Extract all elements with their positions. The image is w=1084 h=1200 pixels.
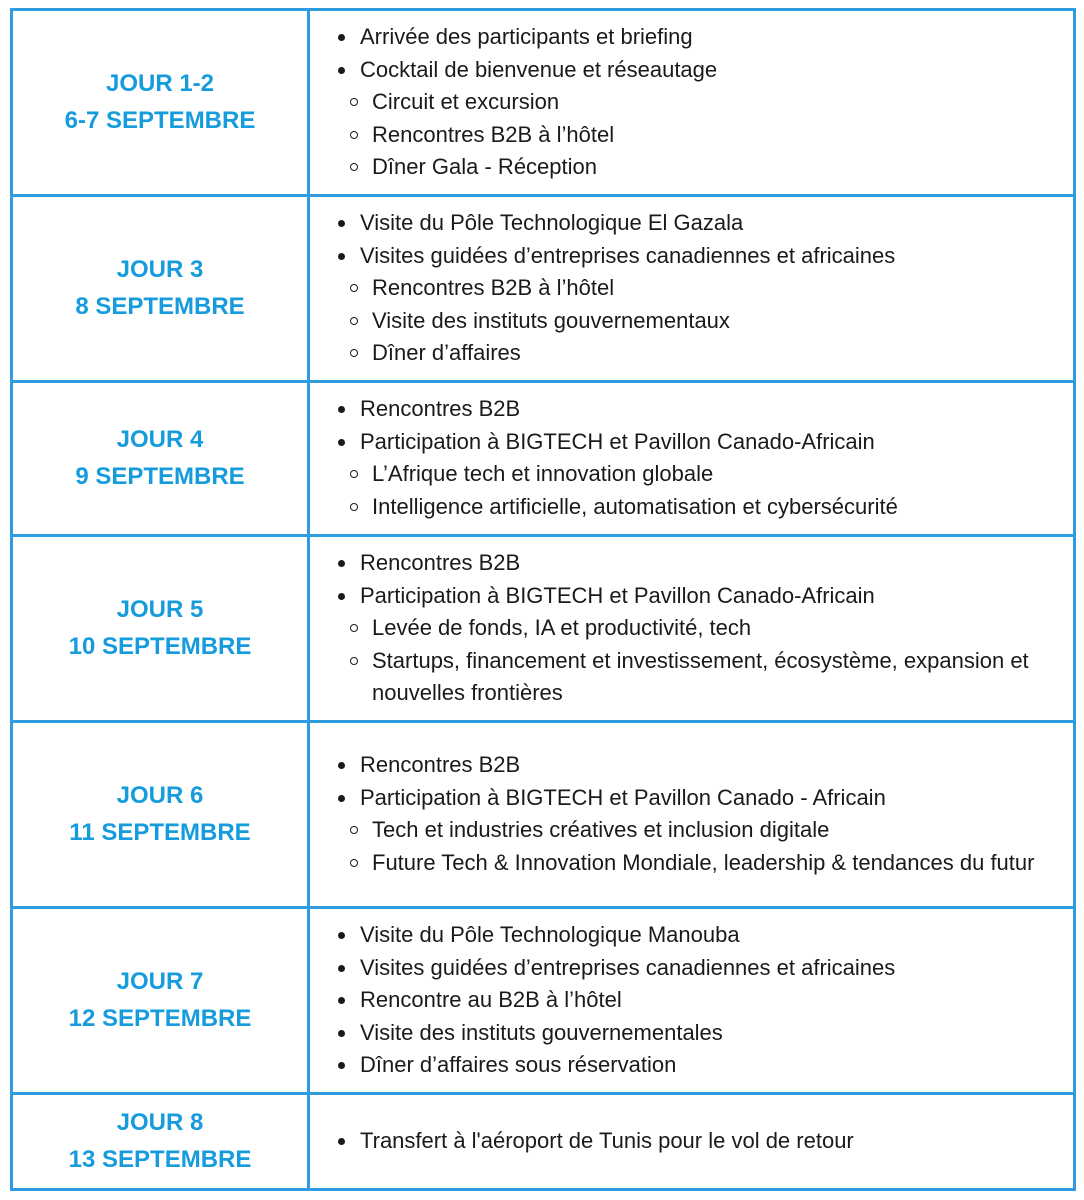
activity-text: Rencontre au B2B à l’hôtel: [360, 987, 622, 1013]
date-label: 12 SEPTEMBRE: [68, 1005, 252, 1033]
activity-text: Visites guidées d’entreprises canadiennes et africaines: [360, 954, 896, 980]
sub-activity-item: Startups, financement et investissement, écosystème, expansion et nouvelles frontières: [346, 645, 1067, 710]
day-label: JOUR 1-2: [105, 70, 215, 98]
activity-item: [332, 919, 1067, 952]
schedule-table: [10, 8, 1076, 1191]
day-cell: [12, 721, 309, 907]
sub-activity-item: Visite des instituts gouvernementaux: [346, 305, 1067, 338]
activity-text: Dîner d’affaires sous réservation: [360, 1052, 677, 1078]
activity-item: [332, 580, 1067, 613]
activity-item: [332, 240, 1067, 273]
date-label: 8 SEPTEMBRE: [75, 293, 245, 321]
day-cell: [12, 535, 309, 721]
sub-activity-item: Intelligence artificielle, automatisation et cybersécurité: [346, 491, 1067, 524]
activity-text: Transfert à l'aéroport de Tunis pour le vol de retour: [360, 1128, 854, 1154]
activity-list: [310, 919, 1067, 1082]
activity-item: [332, 1049, 1067, 1082]
activity-text: Participation à BIGTECH et Pavillon Canado-Africain: [360, 428, 875, 454]
schedule-row: [12, 381, 1075, 535]
activity-item: [332, 952, 1067, 985]
sub-activity-item: Tech et industries créatives et inclusion digitale: [346, 814, 1067, 847]
day-cell: [12, 1093, 309, 1189]
date-label: 11 SEPTEMBRE: [69, 819, 251, 847]
activity-item: [332, 393, 1067, 426]
sub-activity-list: [332, 86, 1067, 184]
schedule-row: [12, 535, 1075, 721]
day-cell: [12, 10, 309, 196]
activity-list: [310, 547, 1067, 710]
sub-activity-item: Circuit et excursion: [346, 86, 1067, 119]
activity-item: [332, 1125, 1067, 1158]
activity-text: Participation à BIGTECH et Pavillon Canado-Africain: [360, 582, 875, 608]
day-cell: [12, 907, 309, 1093]
day-label: JOUR 7: [116, 968, 204, 996]
activity-text: Visites guidées d’entreprises canadiennes et africaines: [360, 242, 896, 268]
activity-list: [310, 749, 1067, 879]
activity-text: Visite du Pôle Technologique Manouba: [360, 921, 740, 947]
activity-text: Visite du Pôle Technologique El Gazala: [360, 209, 744, 235]
activity-item: [332, 54, 1067, 87]
day-label: JOUR 6: [116, 782, 204, 810]
date-label: 9 SEPTEMBRE: [75, 463, 245, 491]
day-label: JOUR 3: [116, 256, 204, 284]
activities-cell: [309, 721, 1075, 907]
date-label: 13 SEPTEMBRE: [68, 1146, 252, 1174]
sub-activity-item: Dîner Gala - Réception: [346, 151, 1067, 184]
sub-activity-item: Future Tech & Innovation Mondiale, leadership & tendances du futur: [346, 847, 1067, 880]
schedule-row: [12, 721, 1075, 907]
activity-text: Rencontres B2B: [360, 752, 521, 778]
activity-text: Arrivée des participants et briefing: [360, 24, 693, 49]
activities-cell: [309, 195, 1075, 381]
activity-item: [332, 21, 1067, 54]
activity-item: [332, 749, 1067, 782]
activity-item: [332, 207, 1067, 240]
sub-activity-item: Rencontres B2B à l’hôtel: [346, 272, 1067, 305]
activity-text: Visite des instituts gouvernementales: [360, 1019, 723, 1045]
activities-cell: [309, 381, 1075, 535]
activities-cell: [309, 10, 1075, 196]
activity-text: Rencontres B2B: [360, 549, 521, 575]
activity-text: Participation à BIGTECH et Pavillon Canado - Africain: [360, 784, 886, 810]
activity-item: [332, 782, 1067, 815]
sub-activity-list: [332, 458, 1067, 523]
sub-activity-item: Levée de fonds, IA et productivité, tech: [346, 612, 1067, 645]
sub-activity-item: Rencontres B2B à l’hôtel: [346, 119, 1067, 152]
activity-list: [310, 1125, 1067, 1158]
activity-list: [310, 393, 1067, 523]
activity-item: [332, 426, 1067, 459]
date-label: 10 SEPTEMBRE: [68, 633, 252, 661]
day-label: JOUR 4: [116, 426, 204, 454]
day-label: JOUR 8: [116, 1109, 204, 1137]
activities-cell: [309, 1093, 1075, 1189]
activity-text: Rencontres B2B: [360, 396, 521, 422]
sub-activity-list: [332, 272, 1067, 370]
sub-activity-list: [332, 612, 1067, 710]
day-cell: [12, 195, 309, 381]
sub-activity-list: [332, 814, 1067, 879]
activities-cell: [309, 535, 1075, 721]
activity-list: [310, 207, 1067, 370]
activities-cell: [309, 907, 1075, 1093]
schedule-body: [12, 10, 1075, 1190]
schedule-row: [12, 907, 1075, 1093]
schedule-row: [12, 10, 1075, 196]
activity-text: Cocktail de bienvenue et réseautage: [360, 56, 718, 82]
activity-list: [310, 21, 1067, 184]
activity-item: [332, 547, 1067, 580]
date-label: 6-7 SEPTEMBRE: [64, 107, 256, 135]
day-cell: [12, 381, 309, 535]
schedule-row: [12, 1093, 1075, 1189]
sub-activity-item: L’Afrique tech et innovation globale: [346, 458, 1067, 491]
schedule-row: [12, 195, 1075, 381]
sub-activity-item: Dîner d’affaires: [346, 337, 1067, 370]
activity-item: [332, 984, 1067, 1017]
activity-item: [332, 1017, 1067, 1050]
day-label: JOUR 5: [116, 596, 204, 624]
